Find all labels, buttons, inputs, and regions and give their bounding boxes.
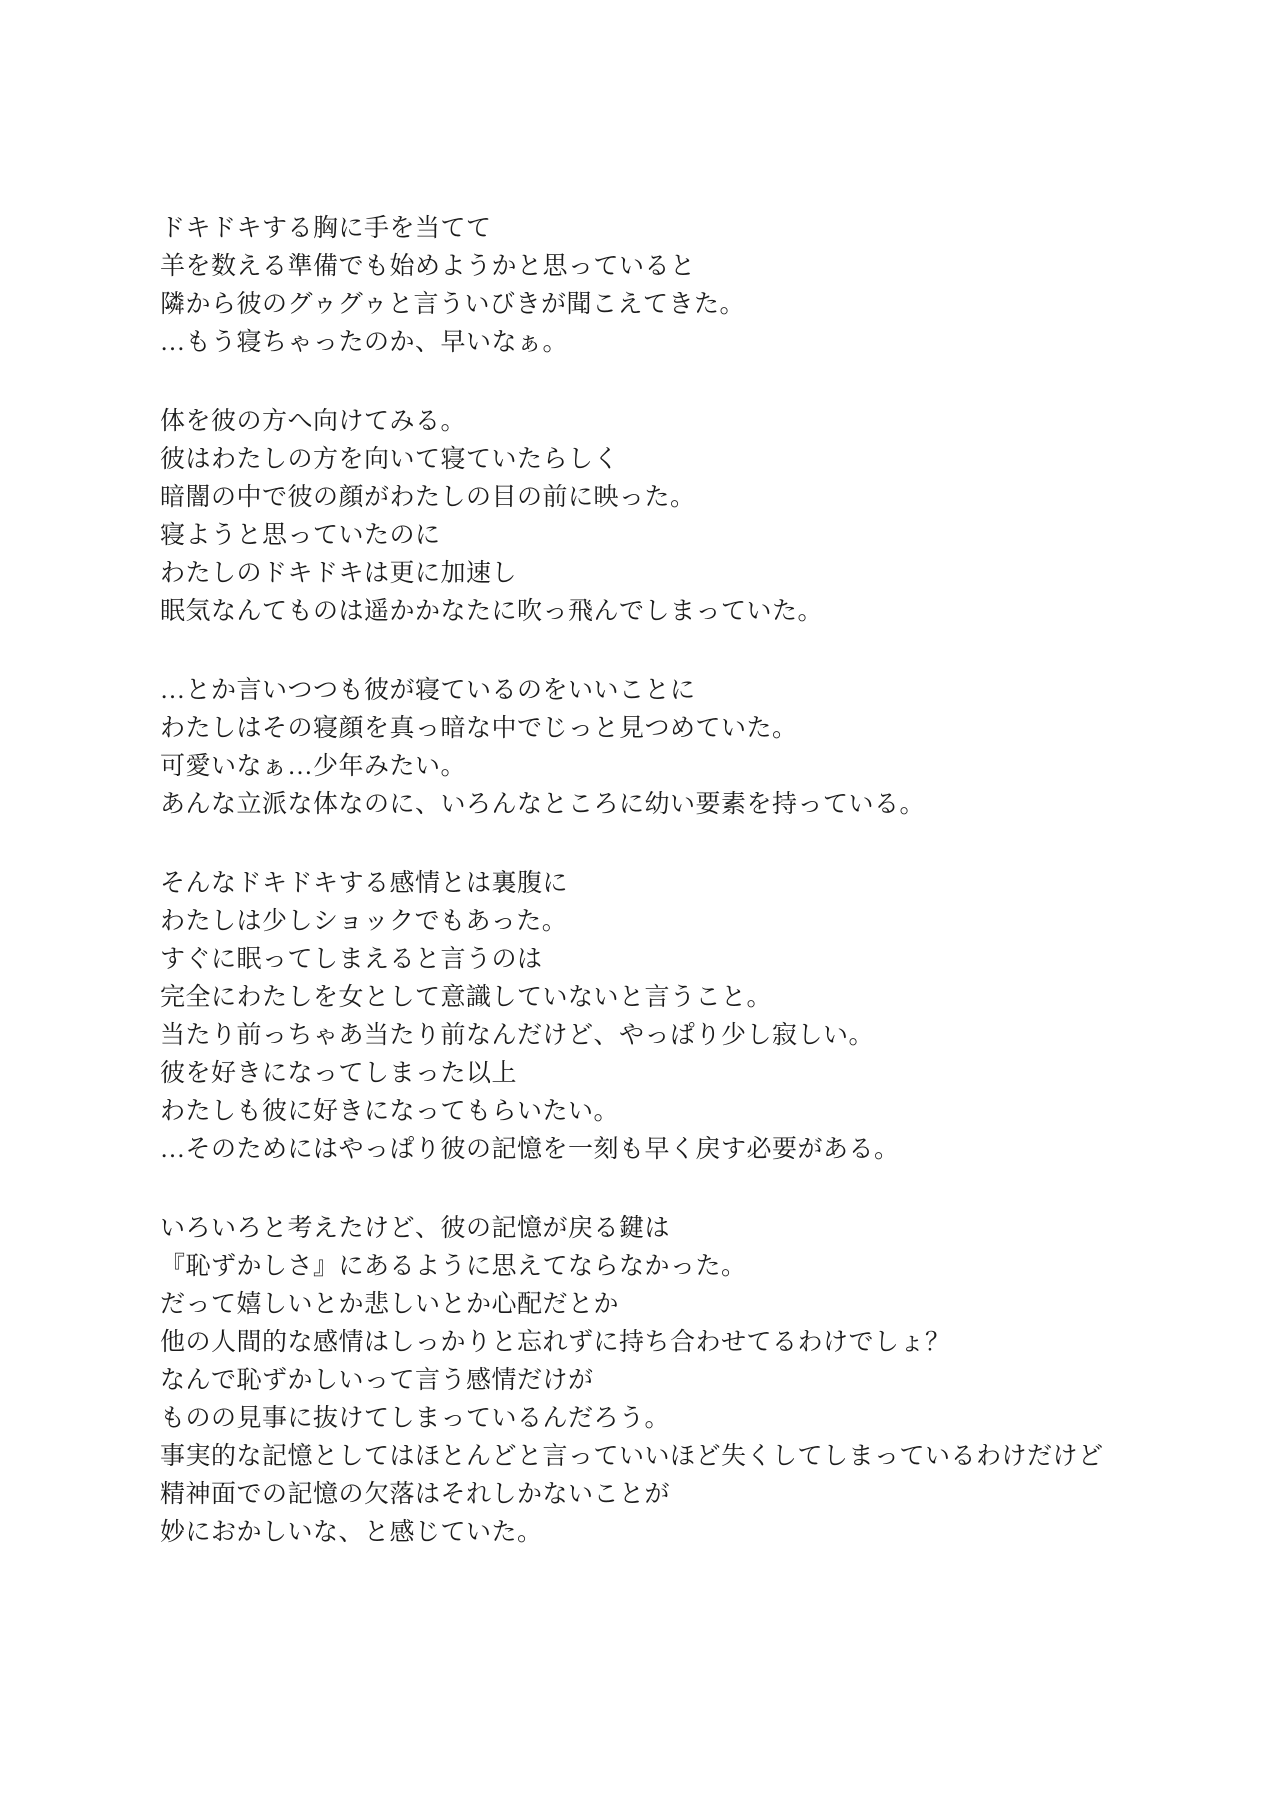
text-line: 彼はわたしの方を向いて寝ていたらしく [160,446,620,473]
paragraph [160,210,1160,362]
paragraph [160,403,1160,631]
text-line: そんなドキドキする感情とは裏腹に [160,870,569,897]
text-line: 当たり前っちゃあ当たり前なんだけど、やっぱり少し寂しい。 [160,1022,875,1049]
text-line: ものの見事に抜けてしまっているんだろう。 [160,1405,671,1432]
text-line: なんで恥ずかしいって言う感情だけが [160,1367,594,1394]
text-line: いろいろと考えたけど、彼の記憶が戻る鍵は [160,1215,671,1242]
paragraph [160,672,1160,824]
paragraph [160,1210,1160,1552]
text-line: 事実的な記憶としてはほとんどと言っていいほど失くしてしまっているわけだけど [160,1443,1104,1470]
text-line: 隣から彼のグゥグゥと言ういびきが聞こえてきた。 [160,291,746,318]
text-line: わたしのドキドキは更に加速し [160,560,518,587]
text-line: 眠気なんてものは遥かかなたに吹っ飛んでしまっていた。 [160,598,824,625]
text-line: 彼を好きになってしまった以上 [160,1060,518,1087]
text-line: 寝ようと思っていたのに [160,522,441,549]
text-line: 精神面での記憶の欠落はそれしかないことが [160,1481,671,1508]
text-line: だって嬉しいとか悲しいとか心配だとか [160,1291,620,1318]
text-line: 他の人間的な感情はしっかりと忘れずに持ち合わせてるわけでしょ？ [160,1329,951,1356]
paragraph [160,865,1160,1169]
text-line: わたしも彼に好きになってもらいたい。 [160,1098,620,1125]
text-line: 完全にわたしを女として意識していないと言うこと。 [160,984,773,1011]
text-line: ドキドキする胸に手を当てて [160,215,492,242]
text-line: すぐに眠ってしまえると言うのは [160,946,543,973]
text-line: あんな立派な体なのに、いろんなところに幼い要素を持っている。 [160,791,926,818]
text-line: …そのためにはやっぱり彼の記憶を一刻も早く戻す必要がある。 [160,1136,900,1163]
text-line: 体を彼の方へ向けてみる。 [160,408,467,435]
text-line: わたしはその寝顔を真っ暗な中でじっと見つめていた。 [160,715,798,742]
text-line: 羊を数える準備でも始めようかと思っていると [160,253,696,280]
text-line: 暗闇の中で彼の顔がわたしの目の前に映った。 [160,484,696,511]
text-line: わたしは少しショックでもあった。 [160,908,568,935]
text-line: 妙におかしいな、と感じていた。 [160,1519,543,1546]
text-line: …もう寝ちゃったのか、早いなぁ。 [160,329,569,356]
text-line: 可愛いなぁ…少年みたい。 [160,753,467,780]
text-line: 『恥ずかしさ』にあるように思えてならなかった。 [160,1253,747,1280]
text-line: …とか言いつつも彼が寝ているのをいいことに [160,677,696,704]
